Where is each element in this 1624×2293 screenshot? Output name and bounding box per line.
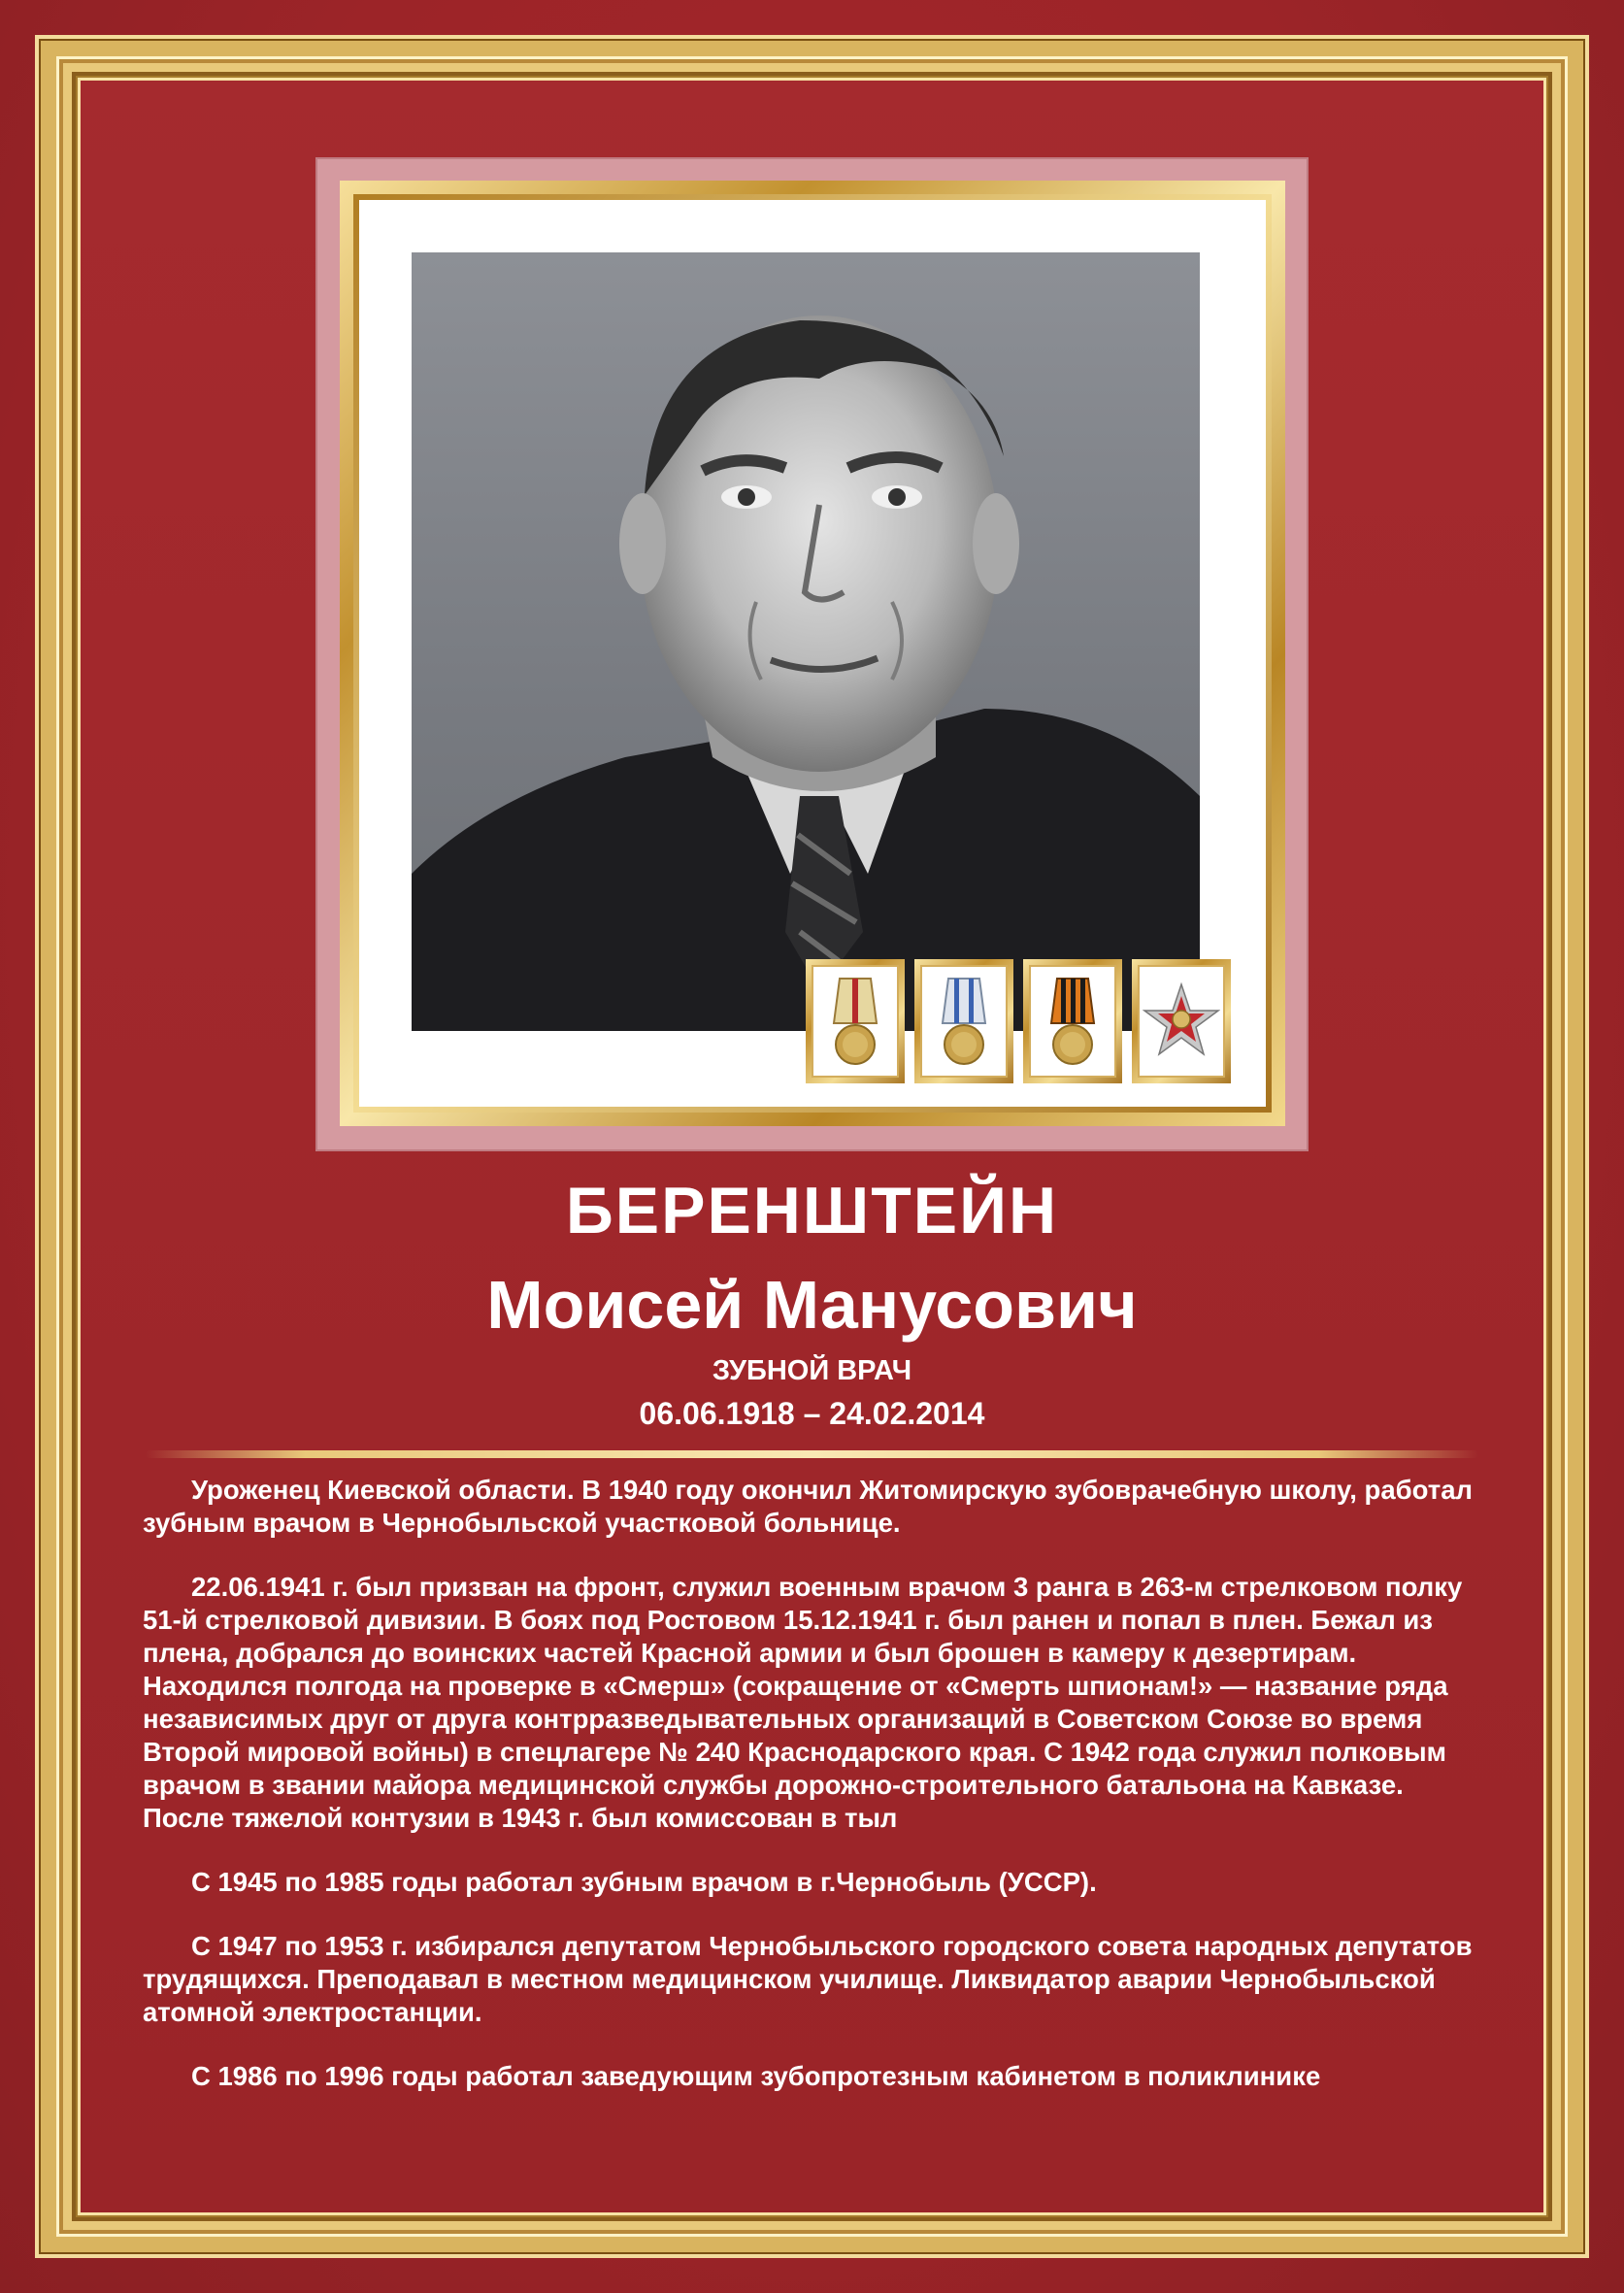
bio-paragraph: С 1947 по 1953 г. избирался депутатом Чернобыльского городского совета народных депутатов трудящихся. Преподавал в местном медицинском училище. Ликвидатор аварии Чернобыльской атомной электростанции. (143, 1931, 1473, 2027)
biography-text (143, 1474, 1492, 2124)
medal-card (914, 959, 1013, 1083)
order-patriotic-war-icon (1143, 982, 1220, 1060)
medals-row (806, 959, 1231, 1083)
medal-victory-icon (1044, 973, 1102, 1070)
gold-divider (146, 1450, 1478, 1458)
bio-paragraph: 22.06.1941 г. был призван на фронт, служил военным врачом 3 ранга в 263-м стрелковом полку 51-й стрелковой дивизии. В боях под Ростовом 15.12.1941 г. был ранен и попал в плен. Бежал из плена, добрался до воинских частей Красной армии и был брошен в камеру к дезертирам. Находился полгода на проверке в «Смерш» (сокращение от «Смерть шпионам!» — название ряда независимых друг от друга контрразведывательных организаций в Советском Союзе во время Второй мировой войны) в спецлагере № 240 Краснодарского края. С 1942 года служил полковым врачом в звании майора медицинской службы дорожно-строительного батальона на Кавказе. После тяжелой контузии в 1943 г. был комиссован в тыл (143, 1572, 1463, 1833)
profession-label: ЗУБНОЙ ВРАЧ (712, 1355, 912, 1386)
given-names-heading: Моисей Манусович (486, 1267, 1138, 1343)
bio-paragraph: Уроженец Киевской области. В 1940 году окончил Житомирскую зубоврачебную школу, работал зубным врачом в Чернобыльской участковой больнице. (143, 1475, 1473, 1538)
medal-defense-icon (826, 973, 884, 1070)
life-dates: 06.06.1918 – 24.02.2014 (639, 1396, 985, 1431)
bio-paragraph: С 1986 по 1996 годы работал заведующим зубопротезным кабинетом в поликлинике (191, 2061, 1321, 2091)
portrait-photo (412, 252, 1200, 1031)
bio-paragraph: С 1945 по 1985 годы работал зубным врачом в г.Чернобыль (УССР). (191, 1867, 1097, 1897)
medal-card (1132, 959, 1231, 1083)
medal-card (1023, 959, 1122, 1083)
medal-caucasus-icon (935, 973, 993, 1070)
medal-card (806, 959, 905, 1083)
portrait-illustration (412, 252, 1200, 1031)
surname-heading: БЕРЕНШТЕЙН (565, 1174, 1059, 1247)
